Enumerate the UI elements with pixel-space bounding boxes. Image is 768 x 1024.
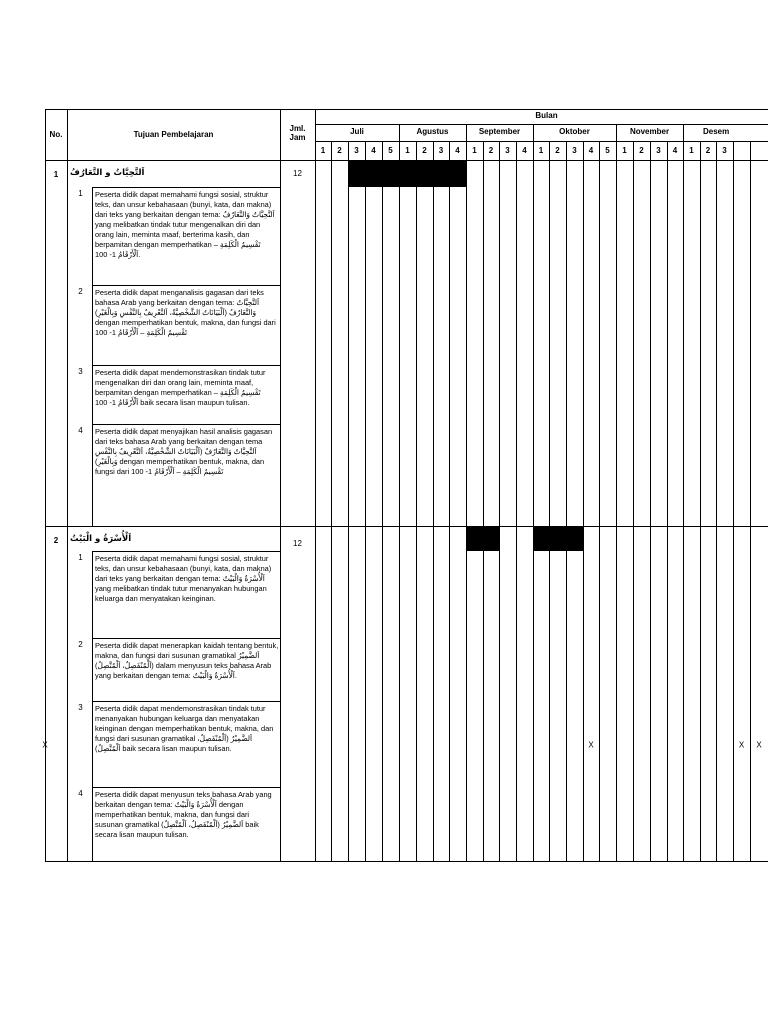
chapter-title: اَلْأُسْرَةُ و الْبَيْتُ [70,534,132,544]
month-label: Oktober [559,127,590,136]
objective-rule [92,638,280,639]
jam-column-rule [315,109,316,861]
week-number: 4 [455,146,460,155]
week-number: 2 [555,146,560,155]
week-number: 3 [572,146,577,155]
objective-rule [92,365,280,366]
objective-number-rule [92,187,93,526]
objective-text: Peserta didik dapat mendemonstrasikan tindak tutur mengenalkan diri dan orang lain, meminta maaf, berpamitan dengan memperhatikan تَقْسِيمُ الْكَلِمَةِ – اَلْأَرْقَامُ 1- 100 baik secara lisan maupun tulisan. [95,368,266,407]
objective-number: 1 [78,553,83,562]
chapter-jam: 12 [293,539,302,548]
table-bottom-border [45,861,768,862]
week-number: 2 [337,146,342,155]
chapter-title: اَلتَّحِيَّاتُ و التَّعَارُفُ [70,168,145,178]
week-column-rule [650,141,651,861]
week-number: 3 [438,146,444,155]
tujuan-column-rule [280,109,281,861]
week-number: 4 [522,146,527,155]
week-column-rule [466,141,467,861]
week-column-rule [616,141,617,861]
annual-program-table [42,109,768,861]
week-column-rule [683,141,684,861]
week-number: 2 [422,146,427,155]
week-column-rule [733,141,734,861]
week-number: 3 [354,146,359,155]
schedule-mark: X [756,740,762,750]
objective-number: 2 [78,287,83,296]
month-divider [466,124,467,141]
week-column-rule [483,141,484,861]
week-number: 5 [388,146,393,155]
month-rule [315,141,768,142]
objective-number: 3 [78,703,83,712]
week-column-rule [583,141,584,861]
objective-text: Peserta didik dapat menyajikan hasil analisis gagasan dari teks bahasa Arab yang berkaitan dengan tema اَلتَّحِيَّاتُ وَالتَّعَارُفُ (اَلْبَيَانَاتُ الشَّخْصِيَّةُ، اَلتَّعْرِيفُ بِالنَّفْسِ وَبِالْغَيْرِ) dengan memperhatikan bentuk, makna, dan fungsi dari تَقْسِيمُ الْكَلِمَةِ – اَلْأَرْقَامُ 1- 100 [95,427,273,476]
objective-rule [92,424,280,425]
week-number: 3 [656,146,661,155]
month-label: Agustus [416,127,449,136]
week-column-rule [700,141,701,861]
schedule-mark: X [738,740,745,750]
week-column-rule [449,141,450,861]
week-column-rule [599,141,600,861]
week-number: 4 [588,146,594,155]
week-number: 1 [472,146,477,155]
header-jml-jam: Jml. [289,124,306,133]
week-column-rule [549,141,550,861]
no-column-rule [67,109,68,861]
header-jml-jam: Jam [289,133,306,142]
week-number: 1 [689,146,694,155]
objective-text: Peserta didik dapat menyusun teks bahasa Arab yang berkaitan dengan tema: اَلْأُسْرَةُ وَالْبَيْتُ dengan memperhatikan bentuk, makna, dan fungsi dari susunan gramatikal اَلضَّمِيْرُ (اَلْمُنْفَصِلُ، اَلْمُتَّصِلُ) baik secara lisan maupun tulisan. [95,790,272,839]
table-top-border [45,109,768,110]
month-divider [533,124,534,141]
header-tujuan-pembelajaran: Tujuan Pembelajaran [133,130,214,139]
week-column-rule [516,141,517,861]
week-column-rule [331,141,332,861]
schedule-mark: X [588,740,594,750]
objective-rule [92,187,280,188]
schedule-mark: X [42,740,48,750]
header-bulan: Bulan [535,111,558,120]
week-number: 2 [488,146,494,155]
objective-number: 3 [78,367,83,376]
month-label: Desem [703,127,730,136]
objective-text: Peserta didik dapat menganalisis gagasan dari teks bahasa Arab yang berkaitan dengan tema: اَلتَّحِيَّاتُ وَالتَّعَارُفُ (اَلْبَيَانَاتُ الشَّخْصِيَّةُ، اَلتَّعْرِيفُ بِالنَّفْسِ وَبِالْغَيْرِ) dengan memperhatikan bentuk, makna, dan fungsi dari تَقْسِيمُ الْكَلِمَةِ – اَلْأَرْقَامُ 1- 100 [95,288,276,337]
month-label: November [629,127,670,136]
week-column-rule [716,141,717,861]
week-number: 1 [622,146,627,155]
schedule-bar [533,527,584,551]
objective-text: Peserta didik dapat mendemonstrasikan tindak tutur menanyakan hubungan keluarga dan menyatakan keinginan dengan memperhatikan bentuk, makna, dan fungsi dari susunan gramatikal اَلضَّمِيْرُ (اَلْمُنْفَصِلُ، اَلْمُتَّصِلُ) baik secara lisan maupun tulisan. [95,704,274,753]
header-no: No. [49,130,63,139]
schedule-bar [466,527,500,551]
chapter-jam: 12 [293,169,302,178]
week-number: 3 [505,146,510,155]
objective-number: 4 [78,426,83,435]
week-column-rule [533,141,534,861]
week-column-rule [365,141,366,861]
objective-rule [92,285,280,286]
month-label: September [478,127,521,136]
week-column-rule [499,141,500,861]
objective-text: Peserta didik dapat memahami fungsi sosial, struktur teks, dan unsur kebahasaan (bunyi, kata, dan makna) dari teks yang berkaitan dengan tema: اَلْأُسْرَةُ وَالْبَيْتُ yang melibatkan tindak tutur menanyakan hubungan keluarga dan menyatakan keinginan. [95,554,272,603]
week-number: 1 [320,146,326,155]
week-column-rule [416,141,417,861]
week-number: 1 [538,146,544,155]
week-number: 5 [605,146,610,155]
week-column-rule [566,141,567,861]
week-column-rule [667,141,668,861]
objective-rule [92,551,280,552]
objective-number: 4 [78,789,83,798]
objective-rule [92,701,280,702]
objective-number: 2 [78,640,83,649]
month-divider [683,124,684,141]
chapter-number: 2 [53,536,59,545]
chapter-rule [45,526,768,527]
week-column-rule [382,141,383,861]
month-divider [616,124,617,141]
objective-number: 1 [78,189,83,198]
week-column-rule [633,141,634,861]
week-number: 4 [371,146,376,155]
month-divider [399,124,400,141]
objective-text: Peserta didik dapat menerapkan kaidah tentang bentuk, makna, dan fungsi dari susunan gramatikal اَلضَّمِيْرُ (اَلْمُنْفَصِلُ، اَلْمُتَّصِلُ) dalam menyusun teks bahasa Arab yang berkaitan dengan tema: اَلْأُسْرَةُ وَالْبَيْتُ. [95,641,279,680]
month-label: Juli [350,127,364,136]
week-column-rule [348,141,349,861]
week-number: 4 [672,146,678,155]
week-number: 1 [405,146,410,155]
week-column-rule [750,141,751,861]
week-column-rule [399,141,400,861]
week-number: 3 [722,146,727,155]
week-column-rule [433,141,434,861]
week-number: 2 [705,146,711,155]
objective-text: Peserta didik dapat memahami fungsi sosial, struktur teks, dan unsur kebahasaan (bunyi, kata, dan makna) dari teks yang berkaitan dengan tema: اَلتَّحِيَّاتُ وَالتَّعَارُفُ yang melibatkan tindak tutur mengenalkan diri dan orang lain, meminta maaf, berterima kasih, dan berpamitan dengan memperhatikan تَقْسِيمُ الْكَلِمَةِ – اَلْأَرْقَامُ 1- 100. [95,190,275,259]
objective-rule [92,787,280,788]
week-number: 2 [639,146,644,155]
bulan-rule [315,124,768,125]
schedule-bar [348,161,467,187]
chapter-number: 1 [53,170,59,179]
objective-number-rule [92,551,93,861]
